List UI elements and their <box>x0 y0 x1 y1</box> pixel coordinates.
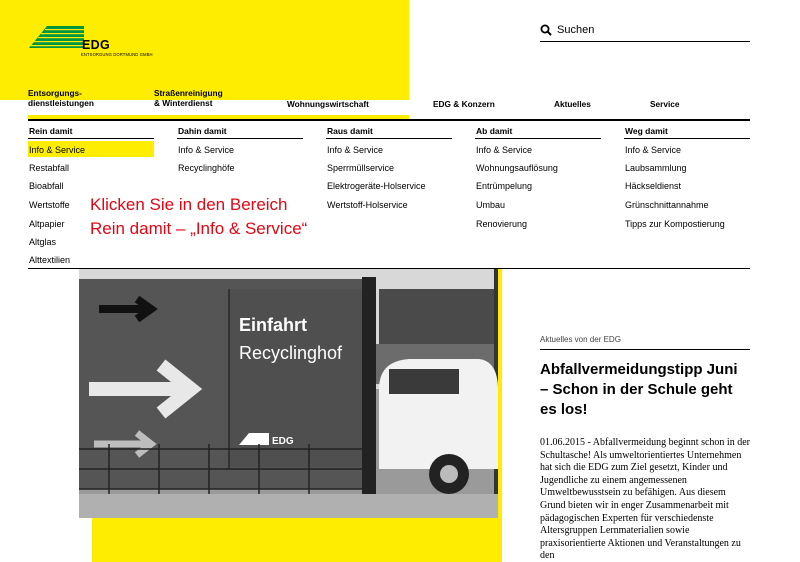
menu-item-wertstoff-holservice[interactable]: Wertstoff-Holservice <box>327 200 408 210</box>
menu-item-dahin-info-service[interactable]: Info & Service <box>178 145 235 155</box>
nav-label: EDG & Konzern <box>433 99 495 109</box>
nav-label: Straßenreinigung & Winterdienst <box>154 88 223 108</box>
nav-aktuelles[interactable] <box>554 99 591 109</box>
menu-item-rein-info-service[interactable]: Info & Service <box>29 145 86 155</box>
menu-item-haeckseldienst[interactable]: Häckseldienst <box>625 181 682 191</box>
news-teaser: 01.06.2015 - Abfallvermeidung beginnt schon in der Schultasche! Als umweltorientiertes Unternehmen hat sich die EDG zum Ziel gesetzt, Kinder und Jugendliche zu einem angemessenen Umweltbewusstsein zu befähigen. Aus diesem Grund bieten wir in enger Zusammenarbeit mit pädagogischen Experten für verschiedenste Altersgruppen Lernmaterialien sowie praxisorientierte Aktionen und Veranstaltungen zu den <box>540 437 750 562</box>
column-rule <box>475 138 601 139</box>
nav-label: Service <box>650 99 680 109</box>
column-rule <box>28 138 154 139</box>
nav-entsorgungsdienstleistungen[interactable] <box>28 88 94 108</box>
menu-column-rein-damit[interactable]: Rein damit <box>29 126 73 136</box>
news-title[interactable]: Abfallvermeidungstipp Juni – Schon in der Schule geht es los! <box>540 361 738 418</box>
column-rule <box>177 138 303 139</box>
news-section-label: Aktuelles von der EDG <box>540 335 621 344</box>
sign-line-1: Einfahrt <box>239 315 308 335</box>
nav-label: Entsorgungs- dienstleistungen <box>28 88 94 108</box>
nav-label: Aktuelles <box>554 99 591 109</box>
menu-item-sperrmuellservice[interactable]: Sperrmüllservice <box>327 163 395 173</box>
search-underline <box>540 41 750 42</box>
menu-column-weg-damit[interactable]: Weg damit <box>625 126 668 136</box>
callout-line-2: Rein damit – „Info & Service“ <box>90 219 308 238</box>
menu-item-alttextilien[interactable]: Alttextilien <box>29 255 71 265</box>
menu-item-wertstoffe[interactable]: Wertstoffe <box>29 200 70 210</box>
menu-item-restabfall[interactable]: Restabfall <box>29 163 70 173</box>
sign-line-2: Recyclinghof <box>239 343 343 363</box>
menu-item-wohnungsaufloesung[interactable]: Wohnungsauflösung <box>476 163 558 173</box>
search-box[interactable] <box>540 22 594 38</box>
menu-item-raus-info-service[interactable]: Info & Service <box>327 145 384 155</box>
callout-line-1: Klicken Sie in den Bereich <box>90 195 288 214</box>
nav-label: Wohnungswirtschaft <box>287 99 369 109</box>
column-rule <box>624 138 750 139</box>
menu-column-ab-damit[interactable]: Ab damit <box>476 126 513 136</box>
menu-item-tipps-kompostierung[interactable]: Tipps zur Kompostierung <box>625 219 725 229</box>
menu-item-recyclinghoefe[interactable]: Recyclinghöfe <box>178 163 235 173</box>
menu-item-entruempelung[interactable]: Entrümpelung <box>476 181 533 191</box>
search-label: Suchen <box>557 24 595 36</box>
menu-item-weg-info-service[interactable]: Info & Service <box>625 145 682 155</box>
hero-image <box>79 269 498 518</box>
menu-item-altglas[interactable]: Altglas <box>29 237 57 247</box>
menu-item-ab-info-service[interactable]: Info & Service <box>476 145 533 155</box>
news-divider <box>540 349 750 350</box>
menu-item-bioabfall[interactable]: Bioabfall <box>29 181 64 191</box>
nav-divider <box>28 119 750 121</box>
sign-logo-text: EDG <box>272 436 294 447</box>
logo-subtitle: ENTSORGUNG DORTMUND GMBH <box>81 52 153 57</box>
logo-name: EDG <box>82 38 110 52</box>
menu-item-laubsammlung[interactable]: Laubsammlung <box>625 163 687 173</box>
nav-strassenreinigung[interactable] <box>154 88 223 108</box>
nav-edg-konzern[interactable] <box>433 99 495 109</box>
menu-column-dahin-damit[interactable]: Dahin damit <box>178 126 227 136</box>
menu-column-raus-damit[interactable]: Raus damit <box>327 126 373 136</box>
menu-item-altpapier[interactable]: Altpapier <box>29 219 65 229</box>
menu-item-elektrogeraete-holservice[interactable]: Elektrogeräte-Holservice <box>327 181 426 191</box>
nav-wohnungswirtschaft[interactable] <box>287 99 369 109</box>
column-rule <box>326 138 452 139</box>
menu-item-renovierung[interactable]: Renovierung <box>476 219 528 229</box>
search-icon <box>540 24 552 36</box>
menu-item-gruenschnittannahme[interactable]: Grünschnittannahme <box>625 200 709 210</box>
menu-item-umbau[interactable]: Umbau <box>476 200 506 210</box>
instruction-callout <box>90 193 307 241</box>
nav-service[interactable] <box>650 99 680 109</box>
